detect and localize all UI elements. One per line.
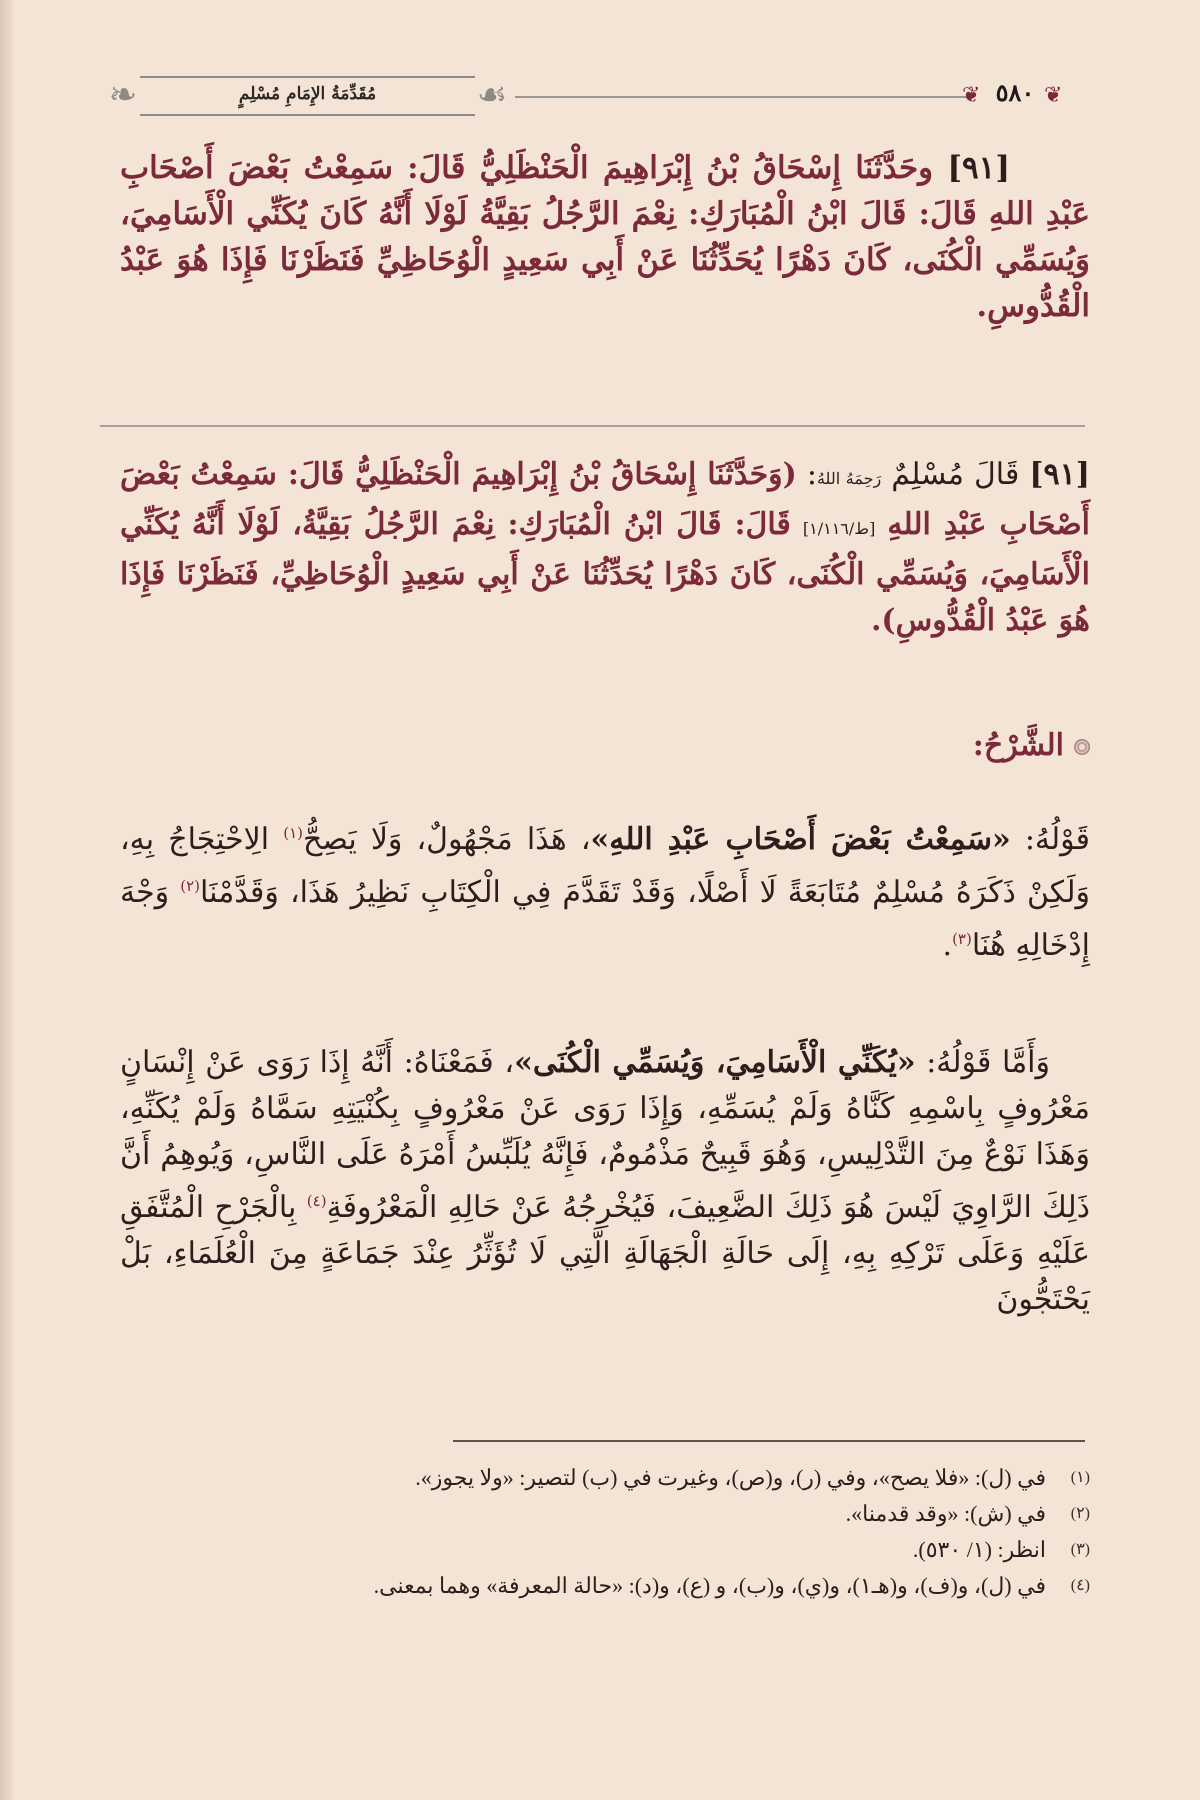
footnote-ref-1[interactable]: (١) — [283, 824, 303, 842]
p1-text-c: وَجْهَ إِدْخَالِهِ هُنَا — [120, 875, 1090, 963]
commentary-quote-part2: قَالَ: قَالَ ابْنُ الْمُبَارَكِ: نِعْمَ الرَّجُلُ بَقِيَّةُ، لَوْلَا أَنَّهُ يُكَنِّي الْأَسَامِيَ، وَيُسَمِّي الْكُنَى، كَانَ دَهْرًا يُحَدِّثُنَا عَنْ أَبِي سَعِيدٍ الْوُحَاظِيِّ، فَنَظَرْنَا فَإِذَا هُوَ عَبْدُ الْقُدُّوسِ). — [120, 507, 1090, 638]
hadith-text-block — [120, 145, 1090, 329]
running-title: مُقَدِّمَةُ الإِمَامِ مُسْلِمٍ — [238, 84, 377, 104]
p1-lead: قَوْلُهُ: — [1024, 822, 1090, 857]
honorific-glyph: رَحِمَهُ اللهُ — [816, 469, 882, 488]
footnote-number: (١) — [1070, 1469, 1090, 1486]
commentary-lead: قَالَ مُسْلِمٌ — [891, 457, 1020, 492]
footnote-text: في (ش): «وقد قدمنا». — [845, 1501, 1046, 1526]
rosette-icon — [1074, 739, 1090, 755]
ornament-left-icon: ❦ — [962, 83, 981, 108]
flourish-right-icon: ☙ — [476, 75, 508, 115]
sharh-heading — [120, 728, 1090, 763]
footnote-ref-3[interactable]: (٣) — [952, 930, 972, 948]
footnote-2 — [120, 1496, 1090, 1532]
footnote-4 — [120, 1568, 1090, 1604]
footnote-ref-2[interactable]: (٢) — [180, 877, 201, 895]
footnote-text: انظر: (١/ ٥٣٠). — [912, 1537, 1046, 1562]
p1-quoted: «سَمِعْتُ بَعْضَ أَصْحَابِ عَبْدِ اللهِ» — [590, 822, 1011, 857]
footnote-text: في (ل): «فلا يصح»، وفي (ر)، و(ص)، وغيرت في (ب) لتصير: «ولا يجوز». — [415, 1465, 1046, 1490]
footnote-number: (٤) — [1070, 1577, 1090, 1594]
indent — [1050, 1045, 1090, 1080]
sharh-heading-text: الشَّرْحُ: — [972, 728, 1064, 763]
footnote-rule — [453, 1440, 1085, 1442]
page-gutter — [0, 0, 14, 1800]
page-number: ٥٨٠ — [995, 78, 1035, 107]
footnote-3 — [120, 1532, 1090, 1568]
commentary-paragraph-1 — [120, 810, 1090, 969]
frame-top-rule — [140, 76, 475, 78]
header-rule — [515, 96, 970, 98]
commentary-intro-block — [120, 452, 1090, 644]
footnotes — [120, 1460, 1090, 1604]
footnote-number: (٣) — [1070, 1541, 1090, 1558]
footnote-text: في (ل)، و(ف)، و(هـ١)، و(ي)، و(ب)، و (ع)، و(د): «حالة المعرفة» وهما بمعنى. — [373, 1573, 1046, 1598]
footnote-ref-4[interactable]: (٤) — [306, 1192, 327, 1210]
commentary-hadith-number: [٩١] — [1029, 457, 1090, 492]
commentary-colon: : — [806, 457, 817, 492]
indent — [1010, 150, 1090, 186]
p2-quoted: «يُكَنِّي الْأَسَامِيَ، وَيُسَمِّي الْكُنَى» — [514, 1045, 916, 1080]
p2-text-b: بِالْجَرْحِ الْمُتَّفَقِ عَلَيْهِ وَعَلَى تَرْكِهِ بِهِ، إِلَى حَالَةِ الْجَهَالَةِ الَّتِي لَا تُؤَثِّرُ عِنْدَ جَمَاعَةٍ مِنَ الْعُلَمَاءِ، بَلْ يَحْتَجُّونَ — [120, 1190, 1091, 1317]
footnote-number: (٢) — [1070, 1505, 1090, 1522]
p1-text-a: ، هَذَا مَجْهُولٌ، وَلَا يَصِحُّ — [303, 822, 591, 857]
p1-text-d: . — [942, 928, 953, 963]
page-header — [100, 68, 1100, 124]
ornament-right-icon: ❦ — [1044, 83, 1063, 108]
hadith-text: وحَدَّثَنَا إِسْحَاقُ بْنُ إِبْرَاهِيمَ الْحَنْظَلِيُّ قَالَ: سَمِعْتُ بَعْضَ أَصْحَابِ عَبْدِ اللهِ قَالَ: قَالَ ابْنُ الْمُبَارَكِ: نِعْمَ الرَّجُلُ بَقِيَّةُ لَوْلَا أَنَّهُ كَانَ يُكَنِّي الْأَسَامِيَ، وَيُسَمِّي الْكُنَى، كَانَ دَهْرًا يُحَدِّثُنَا عَنْ أَبِي سَعِيدٍ الْوُحَاظِيِّ فَنَظَرْنَا فَإِذَا هُوَ عَبْدُ الْقُدُّوسِ. — [120, 150, 1090, 324]
p2-lead: وَأَمَّا قَوْلُهُ: — [926, 1045, 1051, 1080]
commentary-paragraph-2 — [120, 1040, 1090, 1323]
running-title-frame — [100, 72, 515, 118]
flourish-left-icon: ❧ — [108, 75, 138, 115]
edition-page-ref: [ط/١/١١٦] — [802, 519, 876, 538]
frame-bottom-rule — [140, 114, 475, 116]
p2-text-a: ، فَمَعْنَاهُ: أَنَّهُ إِذَا رَوَى عَنْ إِنْسَانٍ مَعْرُوفٍ بِاسْمِهِ كَنَّاهُ وَلَمْ يُسَمِّهِ، وَإِذَا رَوَى عَنْ مَعْرُوفٍ بِكُنْيَتِهِ سَمَّاهُ وَلَمْ يُكَنِّهِ، وَهَذَا نَوْعٌ مِنَ التَّدْلِيسِ، وَهُوَ قَبِيحٌ مَذْمُومٌ، فَإِنَّهُ يُلَبِّسُ أَمْرَهُ عَلَى النَّاسِ، وَيُوهِمُ أَنَّ ذَلِكَ الرَّاوِيَ لَيْسَ هُوَ ذَلِكَ الضَّعِيفَ، فَيُخْرِجُهُ عَنْ حَالِهِ الْمَعْرُوفَةِ — [120, 1045, 1090, 1225]
footnote-1 — [120, 1460, 1090, 1496]
section-divider — [100, 425, 1085, 427]
commentary-quote-part1: (وَحَدَّثَنَا إِسْحَاقُ بْنُ إِبْرَاهِيمَ الْحَنْظَلِيُّ قَالَ: سَمِعْتُ بَعْضَ أَصْحَابِ عَبْدِ اللهِ — [120, 457, 1091, 542]
hadith-number: [٩١] — [947, 150, 1011, 186]
p1-text-b: الِاحْتِجَاجُ بِهِ، وَلَكِنْ ذَكَرَهُ مُسْلِمٌ مُتَابَعَةً لَا أَصْلًا، وَقَدْ تَقَدَّمَ فِي الْكِتَابِ نَظِيرُ هَذَا، وَقَدَّمْنَا — [120, 822, 1090, 910]
